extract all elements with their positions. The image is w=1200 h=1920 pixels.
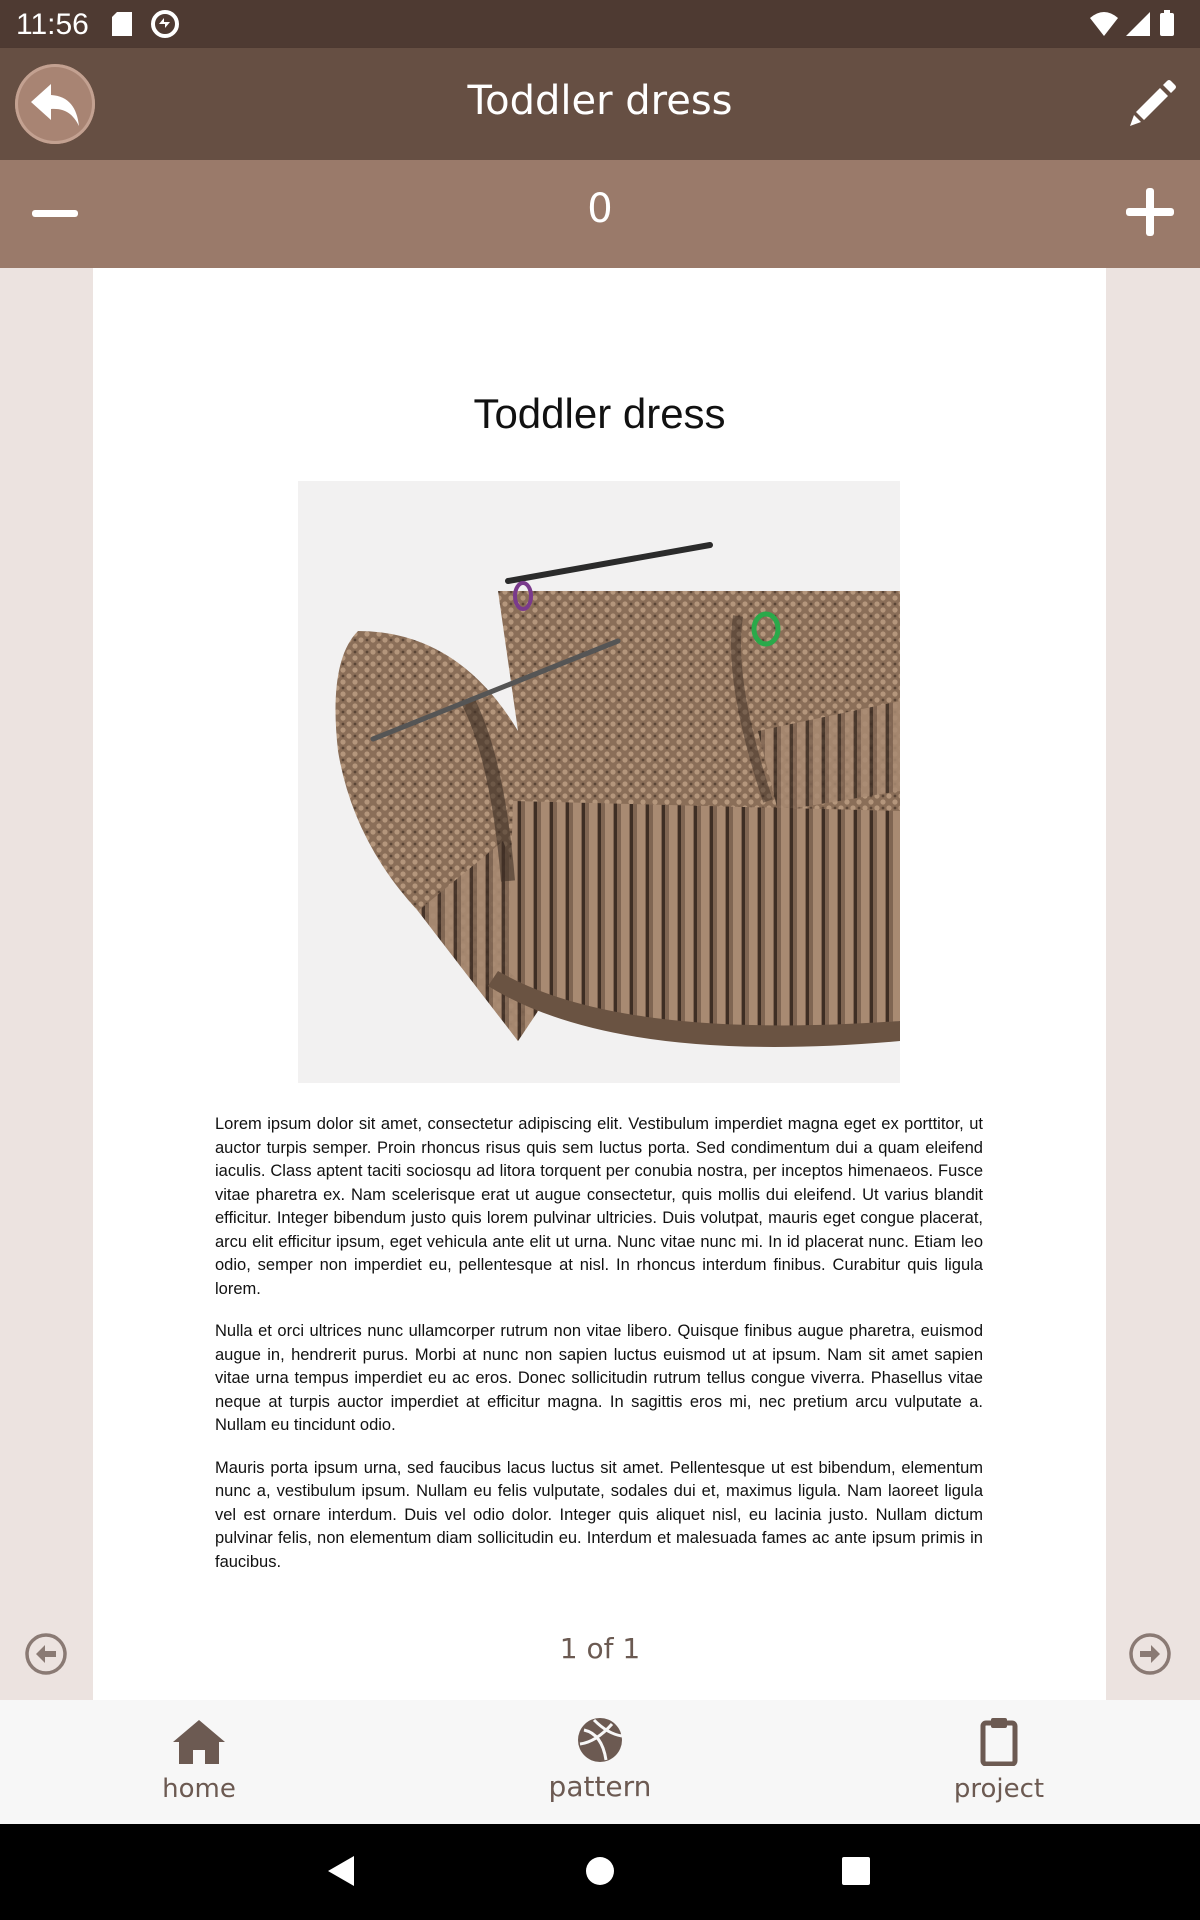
- clipboard-icon: [980, 1716, 1018, 1766]
- tab-home[interactable]: [49, 1700, 349, 1824]
- sd-card-icon: [112, 12, 132, 40]
- row-counter-bar: [0, 160, 1200, 268]
- system-home-button[interactable]: [585, 1856, 615, 1886]
- edit-button[interactable]: [1126, 78, 1178, 130]
- battery-icon: [1160, 10, 1174, 36]
- next-page-button[interactable]: [1128, 1632, 1172, 1676]
- tab-pattern-label: pattern: [548, 1770, 652, 1803]
- status-icons: [1088, 10, 1184, 42]
- status-bar: [0, 0, 1200, 48]
- wifi-icon: [1090, 12, 1118, 36]
- system-recents-button[interactable]: [842, 1857, 870, 1885]
- document-title: Toddler dress: [473, 390, 726, 437]
- status-time: 11:56: [16, 8, 89, 41]
- home-icon: [171, 1718, 227, 1766]
- knitting-photo: [298, 481, 900, 1083]
- row-counter-value: 0: [587, 186, 613, 232]
- bottom-navigation: [0, 1700, 1200, 1824]
- paragraph-1: Lorem ipsum dolor sit amet, consectetur adipiscing elit. Vestibulum imperdiet magna eget ex porttitor, ut auctor turpis semper. Proin rhoncus risus quis sem luctus porta. Sed condimentum dui a quam eleifend iaculis. Class aptent taciti sociosqu ad litora torquent per conubia nostra, per inceptos himenaeos. Fusce vitae pharetra ex. Nam scelerisque erat ut augue consectetur, quis mollis dui eleifend. Ut varius blandit efficitur. Integer bibendum justo quis lorem pulvinar ultricies. Duis volutpat, mauris eget congue placerat, arcu elit efficitur ipsum, eget vehicula ante elit ut urna. Nunc vitae nunc mi. In id placerat nunc. Etiam leo odio, semper non imperdiet eu, pellentesque at nisl. In rhoncus interdum finibus. Curabitur quis ligula lorem.: [215, 1115, 983, 1298]
- system-back-button[interactable]: [326, 1854, 356, 1888]
- system-navigation-bar: [0, 1824, 1200, 1920]
- tab-project-label: project: [953, 1774, 1045, 1804]
- page-indicator: 1 of 1: [559, 1632, 641, 1665]
- tab-home-label: home: [162, 1774, 236, 1804]
- arrow-right-circle-icon: [1128, 1632, 1172, 1676]
- tab-project[interactable]: [849, 1700, 1149, 1824]
- yarn-ball-icon: [576, 1716, 624, 1764]
- cell-signal-icon: [1126, 12, 1150, 36]
- pencil-icon: [1126, 78, 1178, 130]
- paragraph-3: Mauris porta ipsum urna, sed faucibus lacus luctus sit amet. Pellentesque ut est bibendum, elementum nunc a, vestibulum ipsum. Nullam eu felis vulputate, sodales dui et, maximus ligula. Nam laoreet ligula vel est ornare interdum. Duis vel odio dolor. Integer quis aliquet nisl, eu lacinia justo. Nullam dictum pulvinar felis, non elementum diam sollicitudin eu. Interdum et malesuada fames ac ante ipsum primis in faucibus.: [215, 1458, 983, 1571]
- sync-icon: [150, 9, 180, 43]
- tab-pattern[interactable]: [450, 1700, 750, 1824]
- app-bar: [0, 48, 1200, 160]
- document-body: [215, 1113, 983, 1593]
- increment-button[interactable]: [1126, 188, 1174, 236]
- paragraph-2: Nulla et orci ultrices nunc ullamcorper rutrum non vitae libero. Quisque finibus augue pharetra, euismod augue in, hendrerit purus. Morbi at nunc non sapien luctus euismod ut at ipsum. Nam sit amet sapien vitae urna tempus imperdiet eu ac eros. Donec sollicitudin rutrum tellus congue viverra. Phasellus vitae neque at turpis auctor imperdiet at efficitur magna. In sagittis eros mi, nec pretium arcu vulputate a. Nullam eu tincidunt odio.: [215, 1322, 983, 1434]
- app-title: Toddler dress: [467, 78, 733, 124]
- pdf-page[interactable]: [93, 268, 1106, 1700]
